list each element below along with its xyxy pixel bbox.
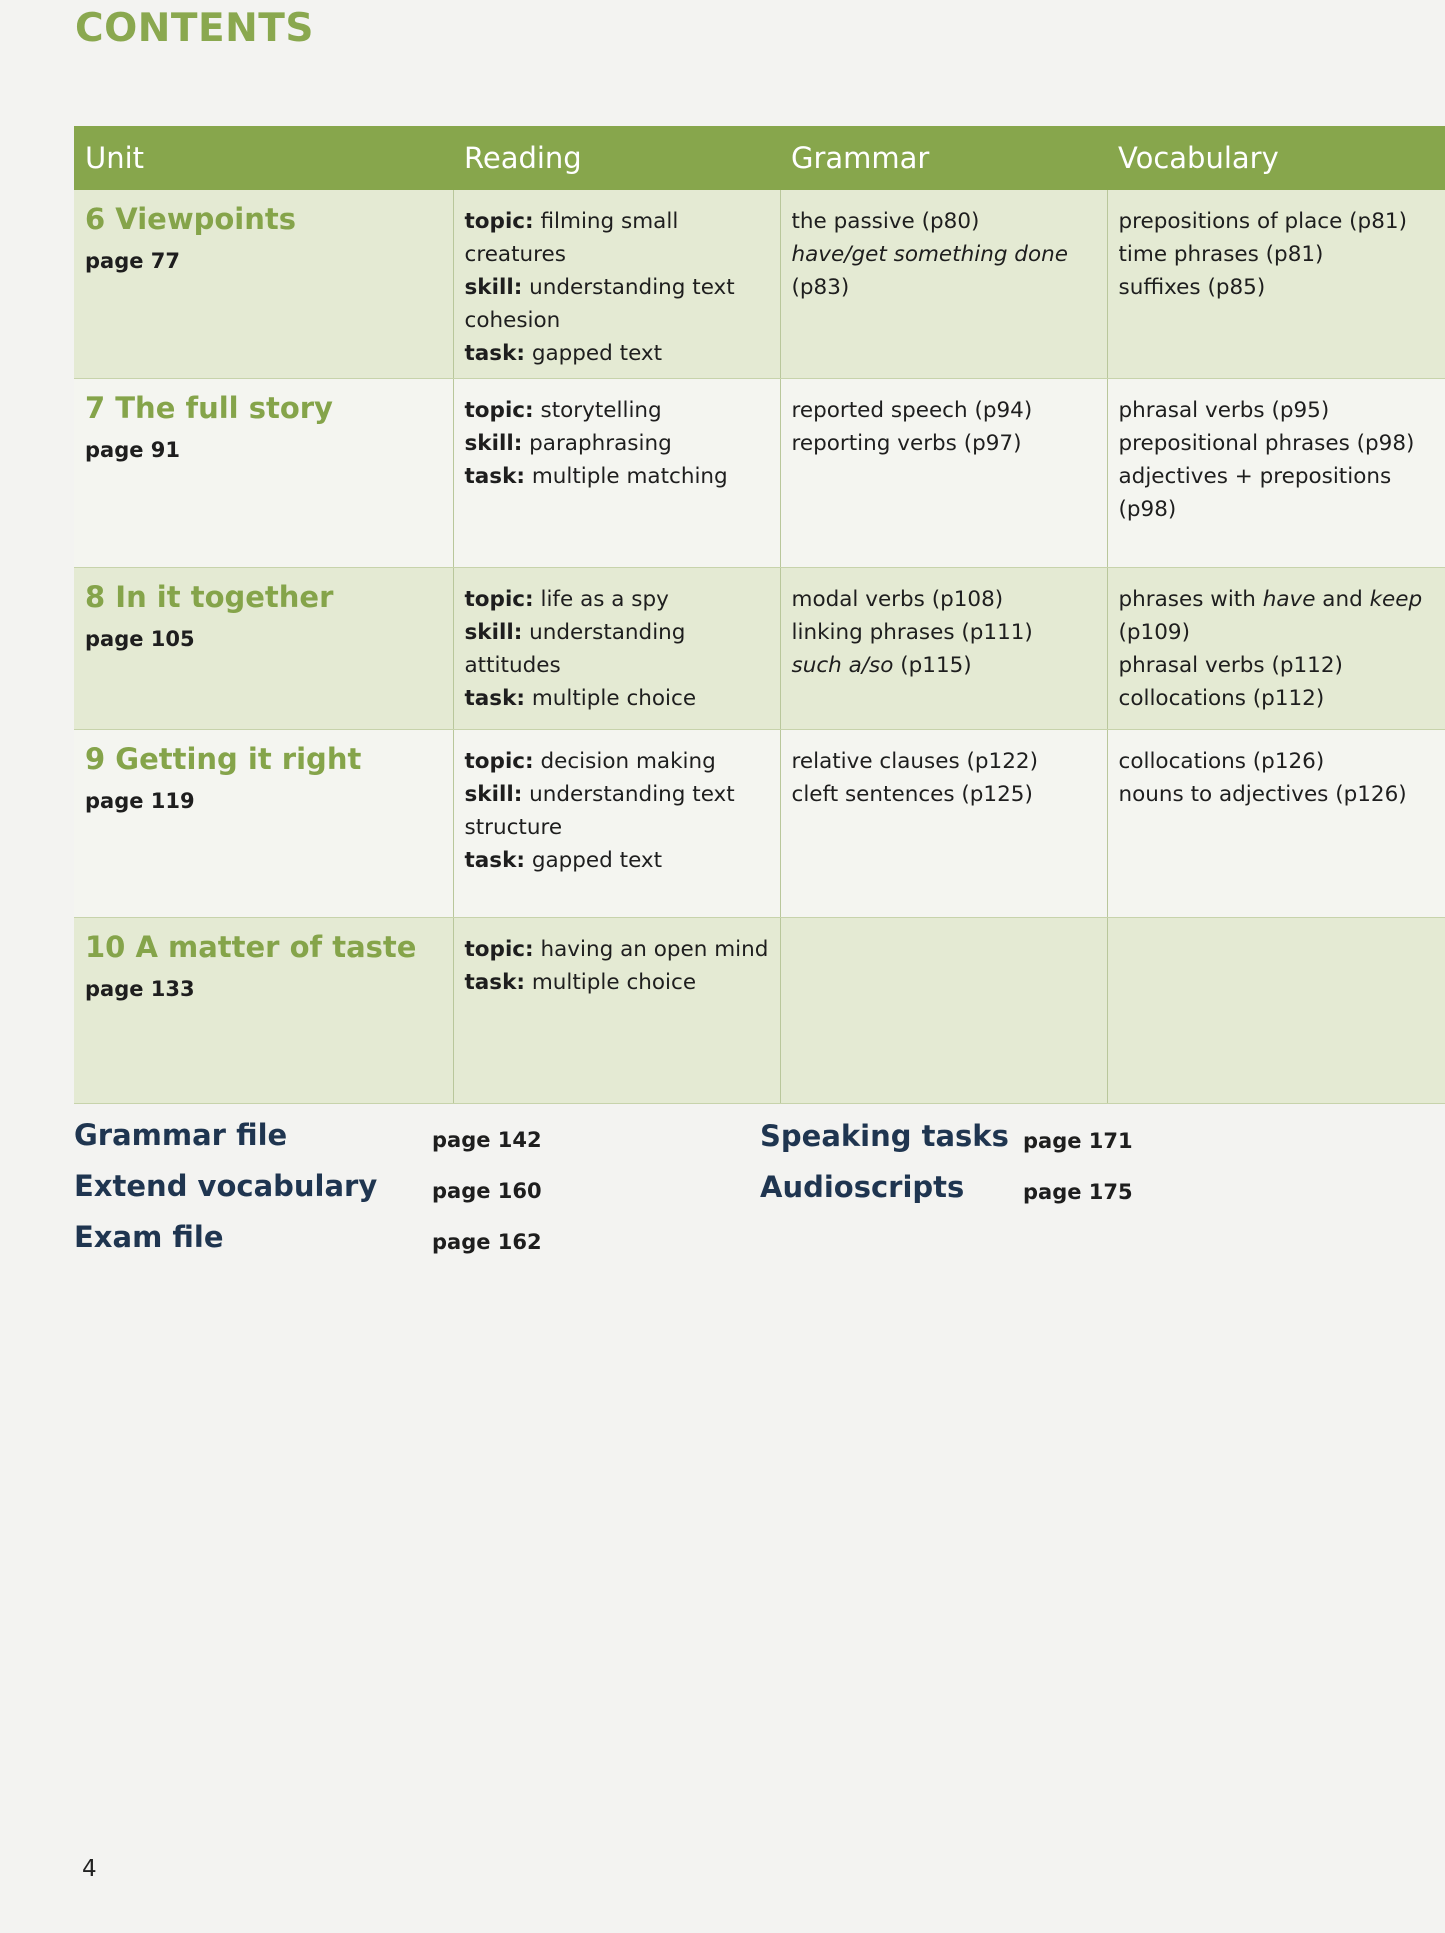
reading-text: understanding attitudes — [464, 620, 686, 678]
unit-page: page 91 — [85, 438, 181, 462]
reading-label: skill: — [464, 782, 523, 807]
grammar-text: relative clauses (p122) — [791, 749, 1038, 774]
reading-text: storytelling — [533, 398, 662, 423]
grammar-italic: such a/so — [791, 653, 894, 678]
vocab-italic: keep — [1369, 587, 1423, 612]
exam-file-page: page 162 — [432, 1230, 542, 1254]
header-vocabulary: Vocabulary — [1107, 126, 1445, 190]
vocab-text: and — [1315, 587, 1370, 612]
reading-text: multiple matching — [524, 464, 728, 489]
vocab-text: phrases with — [1118, 587, 1263, 612]
table-header-row — [74, 126, 1445, 190]
vocabulary-cell — [1107, 918, 1445, 1104]
reading-text: understanding text structure — [464, 782, 735, 840]
page-number: 4 — [82, 1856, 97, 1882]
reading-text: having an open mind — [533, 937, 769, 962]
reading-label: task: — [464, 848, 525, 873]
reading-label: topic: — [464, 209, 534, 234]
vocab-text: (p98) — [1118, 497, 1177, 522]
vocab-text: nouns to adjectives (p126) — [1118, 782, 1407, 807]
grammar-text: (p115) — [893, 653, 972, 678]
grammar-cell — [780, 918, 1107, 1104]
grammar-italic: have/get something done — [791, 242, 1068, 267]
reading-label: task: — [464, 686, 525, 711]
reading-label: skill: — [464, 620, 523, 645]
reading-label: task: — [464, 970, 525, 995]
vocab-text: phrasal verbs (p95) — [1118, 398, 1330, 423]
reading-text: multiple choice — [524, 970, 697, 995]
grammar-cell — [780, 379, 1107, 568]
vocab-text: prepositional phrases (p98) — [1118, 431, 1415, 456]
audioscripts-label: Audioscripts — [760, 1170, 965, 1204]
reading-label: task: — [464, 341, 525, 366]
reading-cell — [453, 730, 780, 918]
speaking-tasks-page: page 171 — [1023, 1129, 1133, 1153]
vocab-text: time phrases (p81) — [1118, 242, 1324, 267]
header-unit: Unit — [74, 126, 453, 190]
vocabulary-cell — [1107, 730, 1445, 918]
reading-text: gapped text — [524, 848, 663, 873]
vocab-text: collocations (p112) — [1118, 686, 1325, 711]
unit-page: page 133 — [85, 977, 195, 1001]
grammar-text: the passive (p80) — [791, 209, 980, 234]
unit-cell — [74, 379, 453, 568]
grammar-text: (p83) — [791, 275, 850, 300]
grammar-file-page: page 142 — [432, 1128, 542, 1152]
reading-cell — [453, 568, 780, 730]
unit-title: 9 Getting it right — [85, 742, 362, 776]
vocab-text: prepositions of place (p81) — [1118, 209, 1407, 234]
speaking-tasks-label: Speaking tasks — [760, 1119, 1009, 1153]
reading-cell — [453, 379, 780, 568]
vocab-text: collocations (p126) — [1118, 749, 1325, 774]
reading-label: skill: — [464, 275, 523, 300]
header-grammar: Grammar — [780, 126, 1107, 190]
vocab-text: adjectives + prepositions — [1118, 464, 1392, 489]
header-reading: Reading — [453, 126, 780, 190]
grammar-file-label: Grammar file — [74, 1118, 288, 1152]
extend-vocabulary-label: Extend vocabulary — [74, 1169, 378, 1203]
grammar-text: linking phrases (p111) — [791, 620, 1033, 645]
grammar-cell — [780, 190, 1107, 379]
unit-cell — [74, 568, 453, 730]
grammar-text: reported speech (p94) — [791, 398, 1033, 423]
table-row — [74, 190, 1445, 379]
reading-text: understanding text cohesion — [464, 275, 735, 333]
reading-cell — [453, 190, 780, 379]
grammar-text: modal verbs (p108) — [791, 587, 1004, 612]
vocabulary-cell — [1107, 379, 1445, 568]
page-title: CONTENTS — [75, 6, 314, 51]
grammar-text: cleft sentences (p125) — [791, 782, 1033, 807]
unit-title: 6 Viewpoints — [85, 202, 297, 236]
unit-cell — [74, 918, 453, 1104]
reading-label: topic: — [464, 587, 534, 612]
vocab-text: suffixes (p85) — [1118, 275, 1266, 300]
unit-cell — [74, 190, 453, 379]
grammar-text: reporting verbs (p97) — [791, 431, 1022, 456]
exam-file-label: Exam file — [74, 1220, 224, 1254]
unit-page: page 119 — [85, 789, 195, 813]
reading-label: topic: — [464, 749, 534, 774]
vocab-text: phrasal verbs (p112) — [1118, 653, 1343, 678]
vocab-text: (p109) — [1118, 620, 1190, 645]
table-row — [74, 918, 1445, 1104]
unit-title: 8 In it together — [85, 580, 334, 614]
table-row — [74, 379, 1445, 568]
grammar-cell — [780, 568, 1107, 730]
unit-page: page 105 — [85, 627, 195, 651]
unit-title: 10 A matter of taste — [85, 930, 417, 964]
reading-text: filming small creatures — [464, 209, 679, 267]
reading-text: paraphrasing — [522, 431, 672, 456]
unit-cell — [74, 730, 453, 918]
reading-cell — [453, 918, 780, 1104]
vocab-italic: have — [1262, 587, 1316, 612]
reading-label: topic: — [464, 937, 534, 962]
audioscripts-page: page 175 — [1023, 1180, 1133, 1204]
vocabulary-cell — [1107, 190, 1445, 379]
reading-text: gapped text — [524, 341, 663, 366]
unit-title: 7 The full story — [85, 391, 333, 425]
reading-text: life as a spy — [533, 587, 669, 612]
grammar-cell — [780, 730, 1107, 918]
unit-page: page 77 — [85, 249, 181, 273]
contents-table — [74, 126, 1445, 1104]
reading-label: topic: — [464, 398, 534, 423]
reading-text: multiple choice — [524, 686, 697, 711]
reading-label: task: — [464, 464, 525, 489]
vocabulary-cell — [1107, 568, 1445, 730]
table-row — [74, 730, 1445, 918]
extend-vocabulary-page: page 160 — [432, 1179, 542, 1203]
table-row — [74, 568, 1445, 730]
reading-label: skill: — [464, 431, 523, 456]
reading-text: decision making — [533, 749, 716, 774]
